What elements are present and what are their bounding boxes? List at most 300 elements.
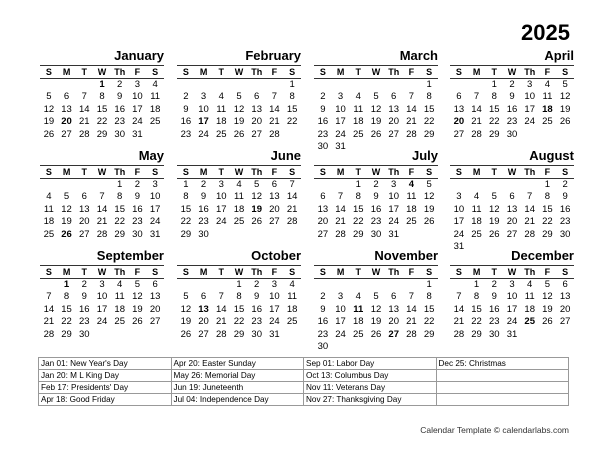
empty-day (177, 279, 195, 291)
day-cell: 20 (149, 303, 161, 315)
weekday-label: Th (388, 67, 400, 77)
day-cell: 5 (373, 291, 379, 303)
day-cell: 8 (355, 191, 361, 203)
weekday-label: M (472, 267, 481, 277)
day-cell: 4 (527, 279, 533, 290)
day-cell: 21 (335, 216, 346, 228)
day-cell: 5 (236, 91, 242, 103)
holiday-cell: Oct 13: Columbus Day (304, 370, 437, 382)
day-cell: 8 (99, 91, 105, 103)
day-cell: 29 (423, 328, 435, 340)
weekday-label: S (152, 267, 159, 277)
day-cell: 28 (286, 216, 298, 228)
day-cell: 11 (114, 291, 125, 303)
day-cell: 10 (96, 291, 108, 303)
weekday-label: M (199, 267, 208, 277)
month-august (450, 147, 574, 253)
weekday-header (177, 265, 301, 279)
weekday-label: T (355, 167, 362, 177)
day-cell: 17 (453, 216, 465, 228)
day-cell: 10 (524, 91, 535, 103)
weekday-label: S (426, 267, 433, 277)
day-cell: 16 (198, 203, 209, 215)
holiday-cell (436, 370, 569, 382)
day-cell: 20 (388, 116, 399, 128)
day-cell: 23 (317, 328, 329, 340)
day-cell: 19 (43, 116, 55, 128)
day-cell: 12 (559, 91, 571, 103)
day-cell: 29 (61, 328, 72, 340)
day-cell: 28 (335, 228, 346, 240)
day-cell: 10 (269, 291, 280, 303)
day-cell: 12 (180, 303, 192, 315)
day-cell: 4 (355, 291, 361, 303)
day-cell: 24 (506, 316, 518, 328)
weekday-label: S (319, 67, 326, 77)
day-cell: 29 (233, 328, 245, 340)
empty-day (485, 179, 503, 191)
day-cell: 20 (317, 216, 329, 228)
day-cell: 6 (200, 291, 207, 303)
weekday-label: T (491, 67, 498, 77)
holiday-cell: Jul 04: Independence Day (171, 394, 304, 406)
day-cell: 22 (286, 116, 298, 128)
day-cell: 20 (61, 116, 72, 128)
holiday-cell: Apr 18: Good Friday (39, 394, 172, 406)
day-cell: 27 (559, 316, 571, 328)
weekday-label: S (289, 67, 296, 77)
day-cell: 2 (254, 279, 260, 290)
day-cell: 8 (426, 91, 432, 103)
weekday-label: W (371, 267, 381, 277)
holiday-row (39, 370, 569, 382)
day-cell: 15 (488, 103, 500, 115)
empty-day (503, 179, 521, 191)
day-cell: 19 (233, 116, 245, 128)
empty-day (403, 279, 421, 291)
day-cell: 6 (81, 191, 87, 203)
day-cell: 13 (269, 191, 280, 203)
day-cell: 14 (524, 203, 535, 215)
day-cell: 25 (471, 228, 482, 240)
empty-day (195, 79, 213, 91)
day-cell: 27 (388, 128, 399, 140)
day-cell: 20 (78, 216, 90, 228)
day-cell: 8 (426, 291, 432, 303)
day-cell: 23 (180, 128, 192, 140)
month-april (450, 47, 574, 141)
day-cell: 17 (149, 203, 161, 215)
weekday-label: T (355, 67, 362, 77)
weekday-label: T (81, 267, 88, 277)
day-cell: 26 (61, 228, 72, 240)
day-cell: 9 (200, 191, 207, 203)
day-cell: 29 (180, 228, 192, 240)
empty-day (248, 79, 266, 91)
day-cell: 17 (335, 116, 346, 128)
day-cell: 28 (215, 328, 227, 340)
day-cell: 2 (117, 79, 123, 90)
month-name: May (138, 148, 164, 163)
weekday-label: W (234, 167, 244, 177)
day-cell: 10 (453, 203, 465, 215)
empty-day (75, 79, 93, 91)
day-cell: 9 (491, 291, 497, 303)
day-cell: 26 (370, 328, 382, 340)
day-cell: 30 (506, 128, 518, 140)
weekday-label: S (152, 67, 159, 77)
day-cell: 28 (78, 128, 90, 140)
day-cell: 14 (43, 303, 55, 315)
weekday-label: T (218, 167, 225, 177)
weekday-label: S (562, 267, 569, 277)
day-cell: 4 (473, 191, 480, 203)
empty-day (58, 179, 76, 191)
day-cell: 15 (114, 203, 125, 215)
day-cell: 9 (373, 191, 379, 203)
day-cell: 1 (183, 179, 189, 190)
month-name: July (411, 148, 438, 163)
day-cell: 8 (63, 291, 70, 303)
day-cell: 25 (114, 316, 125, 328)
empty-day (349, 79, 367, 91)
day-cell: 20 (251, 116, 262, 128)
day-cell: 26 (132, 316, 143, 328)
day-cell: 9 (134, 191, 141, 203)
weekday-label: S (289, 267, 296, 277)
day-cell: 1 (473, 279, 480, 290)
day-cell: 13 (506, 203, 518, 215)
day-cell: 19 (180, 316, 192, 328)
day-cell: 16 (180, 116, 192, 128)
day-cell: 2 (81, 279, 87, 290)
day-cell: 19 (132, 303, 143, 315)
day-cell: 11 (353, 103, 364, 115)
day-cell: 26 (488, 228, 500, 240)
day-cell: 18 (352, 116, 364, 128)
day-cell: 31 (388, 228, 399, 240)
day-cell: 7 (408, 291, 415, 303)
day-cell: 16 (132, 203, 143, 215)
day-cell: 21 (524, 216, 535, 228)
day-cell: 17 (198, 116, 209, 128)
day-cell: 13 (61, 103, 72, 115)
day-cell: 14 (471, 103, 482, 115)
day-cell: 18 (233, 203, 245, 215)
weekday-label: Th (524, 267, 536, 277)
day-cell: 27 (388, 328, 399, 340)
day-cell: 19 (370, 316, 382, 328)
weekday-label: W (371, 167, 381, 177)
holiday-cell: Jan 20: M L King Day (39, 370, 172, 382)
day-grid (40, 79, 164, 141)
weekday-label: S (182, 67, 189, 77)
day-cell: 29 (423, 128, 435, 140)
empty-day (450, 279, 468, 291)
day-cell: 22 (114, 216, 125, 228)
day-cell: 25 (352, 328, 364, 340)
weekday-label: W (234, 67, 244, 77)
day-cell: 17 (388, 203, 399, 215)
day-cell: 5 (46, 91, 52, 103)
day-cell: 30 (114, 128, 125, 140)
day-cell: 27 (453, 128, 465, 140)
empty-day (450, 179, 468, 191)
day-cell: 21 (215, 316, 227, 328)
weekday-label: S (45, 267, 52, 277)
empty-day (58, 79, 76, 91)
day-cell: 7 (99, 191, 105, 203)
day-cell: 23 (78, 316, 90, 328)
day-cell: 30 (317, 341, 329, 353)
day-cell: 5 (134, 279, 141, 290)
holiday-cell: Feb 17: Presidents' Day (39, 382, 172, 394)
empty-day (40, 179, 58, 191)
weekday-label: F (408, 167, 415, 177)
empty-day (314, 79, 332, 91)
day-cell: 3 (456, 191, 462, 203)
day-cell: 21 (471, 116, 482, 128)
day-cell: 25 (406, 216, 417, 228)
month-september (40, 247, 164, 341)
month-name: September (96, 248, 164, 263)
empty-day (212, 279, 230, 291)
day-cell: 2 (320, 91, 326, 103)
weekday-label: M (336, 67, 345, 77)
day-cell: 12 (423, 191, 435, 203)
empty-day (332, 179, 350, 191)
weekday-label: W (507, 67, 517, 77)
day-cell: 24 (388, 216, 399, 228)
day-cell: 4 (289, 279, 295, 290)
weekday-label: W (507, 167, 517, 177)
day-cell: 24 (335, 328, 346, 340)
weekday-label: T (218, 67, 225, 77)
day-cell: 13 (78, 203, 90, 215)
day-cell: 11 (542, 91, 553, 103)
holiday-cell: Dec 25: Christmas (436, 358, 569, 370)
day-cell: 4 (355, 91, 361, 103)
month-name: June (270, 148, 301, 163)
day-cell: 17 (335, 316, 346, 328)
day-cell: 30 (488, 328, 500, 340)
day-cell: 5 (373, 91, 379, 103)
day-cell: 15 (180, 203, 192, 215)
day-cell: 10 (506, 291, 518, 303)
day-cell: 1 (99, 79, 105, 90)
empty-day (385, 79, 403, 91)
day-cell: 28 (453, 328, 465, 340)
weekday-label: F (544, 267, 551, 277)
day-cell: 24 (132, 116, 143, 128)
empty-day (468, 179, 486, 191)
day-cell: 7 (81, 91, 87, 103)
day-cell: 11 (406, 191, 417, 203)
day-cell: 26 (43, 128, 55, 140)
day-cell: 3 (218, 179, 224, 190)
weekday-label: Th (251, 167, 263, 177)
weekday-label: S (426, 167, 433, 177)
day-cell: 22 (61, 316, 72, 328)
day-cell: 3 (509, 279, 515, 290)
weekday-label: M (472, 67, 481, 77)
day-cell: 23 (132, 216, 143, 228)
day-cell: 11 (471, 203, 482, 215)
weekday-label: S (426, 67, 433, 77)
day-grid (177, 179, 301, 241)
day-cell: 20 (559, 303, 571, 315)
day-cell: 13 (388, 303, 399, 315)
day-cell: 30 (559, 228, 571, 240)
weekday-label: Th (251, 267, 263, 277)
day-cell: 23 (251, 316, 262, 328)
day-cell: 15 (423, 303, 435, 315)
day-cell: 6 (456, 91, 462, 103)
day-cell: 22 (471, 316, 482, 328)
weekday-label: F (134, 167, 141, 177)
empty-day (468, 79, 486, 91)
day-cell: 22 (96, 116, 108, 128)
weekday-label: S (289, 167, 296, 177)
day-cell: 29 (114, 228, 125, 240)
day-cell: 19 (559, 103, 571, 115)
day-cell: 25 (149, 116, 161, 128)
weekday-label: M (62, 267, 71, 277)
day-cell: 7 (337, 191, 344, 203)
day-cell: 18 (286, 303, 298, 315)
weekday-label: W (97, 67, 107, 77)
day-cell: 16 (114, 103, 125, 115)
day-cell: 21 (78, 116, 90, 128)
day-cell: 15 (423, 103, 435, 115)
empty-day (177, 79, 195, 91)
day-cell: 22 (233, 316, 245, 328)
day-cell: 4 (218, 91, 224, 103)
day-cell: 9 (509, 91, 515, 103)
day-cell: 30 (370, 228, 382, 240)
day-cell: 8 (491, 91, 497, 103)
month-name: December (511, 248, 574, 263)
day-cell: 7 (456, 291, 462, 303)
day-cell: 3 (152, 179, 158, 190)
day-cell: 29 (542, 228, 553, 240)
day-cell: 4 (544, 79, 551, 90)
day-cell: 30 (251, 328, 262, 340)
day-cell: 3 (271, 279, 278, 290)
weekday-label: T (491, 167, 498, 177)
weekday-label: S (455, 267, 462, 277)
day-cell: 8 (183, 191, 189, 203)
day-cell: 16 (559, 203, 571, 215)
weekday-header (314, 65, 438, 79)
day-cell: 3 (99, 279, 105, 290)
day-cell: 7 (408, 91, 415, 103)
day-cell: 11 (353, 303, 364, 315)
day-cell: 19 (423, 203, 435, 215)
day-cell: 14 (406, 303, 417, 315)
day-cell: 20 (269, 203, 280, 215)
weekday-label: W (97, 167, 107, 177)
day-cell: 19 (542, 303, 553, 315)
weekday-label: F (134, 67, 141, 77)
day-cell: 16 (488, 303, 500, 315)
empty-day (314, 279, 332, 291)
day-cell: 6 (320, 191, 326, 203)
day-cell: 27 (198, 328, 209, 340)
day-cell: 1 (117, 179, 123, 190)
weekday-label: F (408, 267, 415, 277)
weekday-label: M (336, 167, 345, 177)
day-cell: 7 (218, 291, 224, 303)
day-cell: 13 (251, 103, 262, 115)
day-cell: 25 (286, 316, 298, 328)
weekday-label: S (182, 167, 189, 177)
day-cell: 14 (453, 303, 465, 315)
day-cell: 9 (117, 91, 123, 103)
weekday-label: S (562, 67, 569, 77)
day-cell: 31 (453, 241, 465, 253)
day-cell: 21 (406, 116, 417, 128)
day-cell: 2 (562, 179, 568, 190)
day-cell: 26 (233, 128, 245, 140)
day-cell: 8 (289, 91, 295, 103)
empty-day (93, 179, 111, 191)
day-cell: 13 (388, 103, 399, 115)
day-cell: 17 (269, 303, 280, 315)
day-cell: 26 (180, 328, 192, 340)
day-cell: 27 (269, 216, 280, 228)
empty-day (40, 279, 58, 291)
weekday-label: T (81, 67, 88, 77)
empty-day (75, 179, 93, 191)
weekday-label: Th (524, 67, 536, 77)
day-cell: 12 (488, 203, 500, 215)
day-cell: 20 (506, 216, 518, 228)
day-cell: 15 (352, 203, 364, 215)
day-cell: 27 (78, 228, 90, 240)
day-cell: 29 (471, 328, 482, 340)
day-cell: 9 (320, 303, 326, 315)
day-cell: 24 (269, 316, 280, 328)
day-cell: 22 (423, 316, 435, 328)
weekday-label: T (355, 267, 362, 277)
day-cell: 20 (453, 116, 465, 128)
weekday-header (177, 65, 301, 79)
day-cell: 9 (183, 103, 189, 115)
weekday-label: M (472, 167, 481, 177)
empty-day (403, 79, 421, 91)
weekday-header (40, 65, 164, 79)
day-cell: 3 (337, 291, 344, 303)
day-grid (314, 79, 438, 153)
day-cell: 8 (117, 191, 123, 203)
day-cell: 1 (236, 279, 242, 290)
day-cell: 6 (391, 291, 397, 303)
weekday-label: S (182, 267, 189, 277)
day-grid (40, 279, 164, 341)
day-cell: 22 (180, 216, 192, 228)
empty-day (314, 179, 332, 191)
day-cell: 1 (63, 279, 70, 290)
day-cell: 21 (406, 316, 417, 328)
day-cell: 17 (524, 103, 535, 115)
weekday-label: S (45, 67, 52, 77)
day-cell: 27 (149, 316, 161, 328)
day-cell: 24 (198, 128, 209, 140)
day-cell: 17 (132, 103, 143, 115)
day-cell: 16 (370, 203, 382, 215)
day-cell: 6 (254, 91, 260, 103)
